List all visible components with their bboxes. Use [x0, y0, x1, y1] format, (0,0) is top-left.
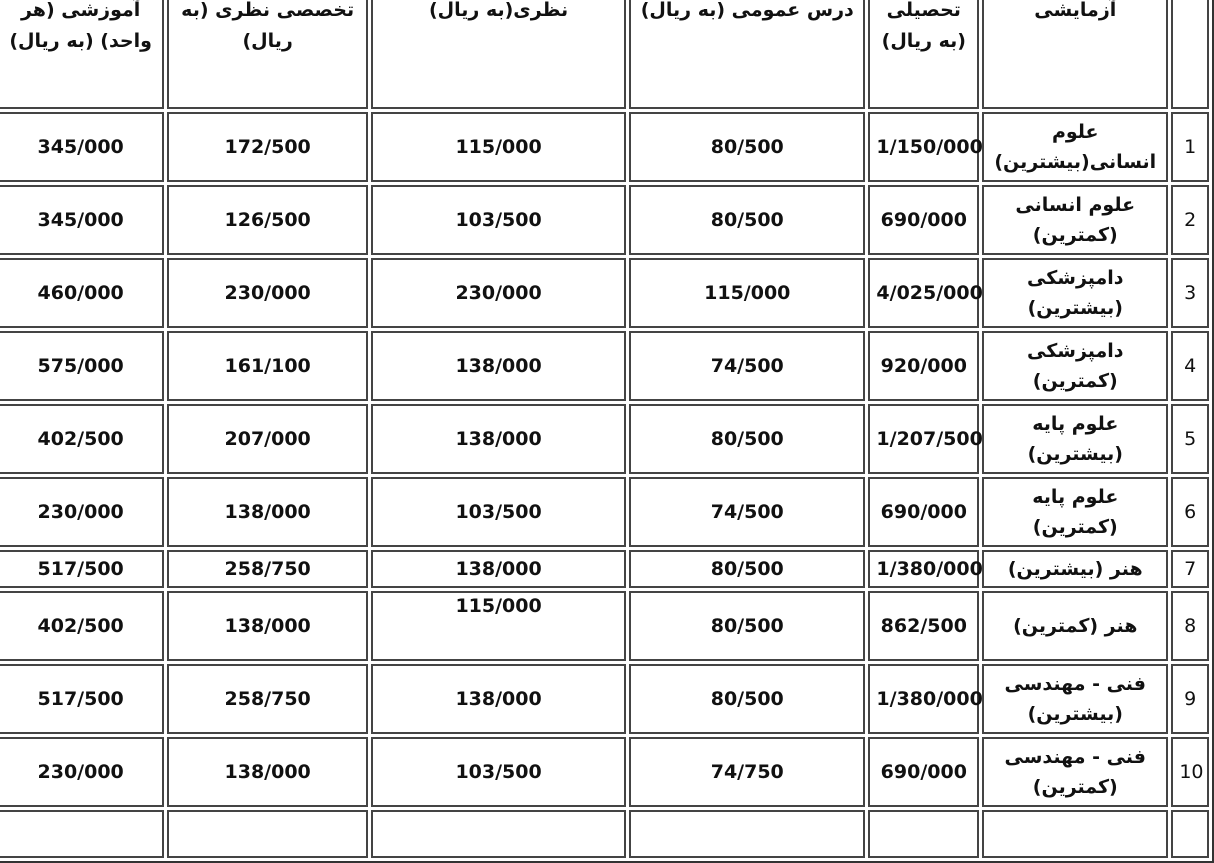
cell-general: 80/500: [629, 185, 865, 255]
cell-basic: 103/500: [371, 737, 626, 807]
table-row: [0, 591, 1209, 661]
cell-empty: [629, 810, 865, 858]
cell-group: هنر (بیشترین): [982, 550, 1168, 588]
cell-general: 80/500: [629, 404, 865, 474]
cell-group: علوم پایه (بیشترین): [982, 404, 1168, 474]
cell-basic: 138/000: [371, 664, 626, 734]
cell-group: علوم انسانی(بیشترین): [982, 112, 1168, 182]
cell-group: هنر (کمترین): [982, 591, 1168, 661]
header-test-group: آزمایشی: [982, 0, 1168, 109]
cell-basic: 115/000: [371, 112, 626, 182]
cell-index: 7: [1171, 550, 1209, 588]
cell-tuition: 862/500: [868, 591, 979, 661]
cell-tuition: 690/000: [868, 477, 979, 547]
cell-tuition: 920/000: [868, 331, 979, 401]
cell-empty: [371, 810, 626, 858]
cell-index: 1: [1171, 112, 1209, 182]
cell-general: 80/500: [629, 550, 865, 588]
cell-group: دامپزشکی (بیشترین): [982, 258, 1168, 328]
cell-index: 5: [1171, 404, 1209, 474]
cell-group: علوم پایه (کمترین): [982, 477, 1168, 547]
cell-basic: 103/500: [371, 185, 626, 255]
cell-specialized: 172/500: [167, 112, 368, 182]
cell-specialized: 230/000: [167, 258, 368, 328]
table-row: [0, 258, 1209, 328]
cell-specialized: 138/000: [167, 591, 368, 661]
cell-specialized: 258/750: [167, 664, 368, 734]
cell-tuition: 1/380/000: [868, 664, 979, 734]
cell-index: 2: [1171, 185, 1209, 255]
cell-group: دامپزشکی (کمترین): [982, 331, 1168, 401]
header-tuition: تحصیلی (به ریال): [868, 0, 979, 109]
cell-unit: 230/000: [0, 477, 164, 547]
cell-group: فنی - مهندسی (بیشترین): [982, 664, 1168, 734]
header-index: [1171, 0, 1209, 109]
cell-index: 10: [1171, 737, 1209, 807]
table-header-row: [0, 0, 1209, 109]
cell-unit: 402/500: [0, 591, 164, 661]
table-row-partial: [0, 810, 1209, 858]
cell-empty: [0, 810, 164, 858]
table-row: [0, 331, 1209, 401]
cell-tuition: 690/000: [868, 737, 979, 807]
cell-index: 3: [1171, 258, 1209, 328]
cell-unit: 345/000: [0, 112, 164, 182]
table-row: [0, 404, 1209, 474]
header-basic-theory: نظری(به ریال): [371, 0, 626, 109]
cell-general: 74/500: [629, 331, 865, 401]
cell-basic: 138/000: [371, 550, 626, 588]
cell-unit: 575/000: [0, 331, 164, 401]
cell-basic: 138/000: [371, 404, 626, 474]
table-row: [0, 550, 1209, 588]
table-row: [0, 664, 1209, 734]
cell-specialized: 126/500: [167, 185, 368, 255]
cell-general: 74/750: [629, 737, 865, 807]
table-row: [0, 185, 1209, 255]
table-row: [0, 737, 1209, 807]
cell-basic: 115/000: [371, 591, 626, 661]
cell-unit: 517/500: [0, 550, 164, 588]
cell-index: 6: [1171, 477, 1209, 547]
header-specialized: تخصصی نظری (به ریال): [167, 0, 368, 109]
cell-tuition: 690/000: [868, 185, 979, 255]
header-general: درس عمومی (به ریال): [629, 0, 865, 109]
cell-basic: 138/000: [371, 331, 626, 401]
cell-specialized: 258/750: [167, 550, 368, 588]
cell-unit: 345/000: [0, 185, 164, 255]
cell-unit: 517/500: [0, 664, 164, 734]
cell-basic: 103/500: [371, 477, 626, 547]
cell-general: 80/500: [629, 664, 865, 734]
cell-index: 4: [1171, 331, 1209, 401]
cell-unit: 230/000: [0, 737, 164, 807]
cell-unit: 402/500: [0, 404, 164, 474]
table-row: [0, 477, 1209, 547]
cell-empty: [1171, 810, 1209, 858]
cell-general: 80/500: [629, 591, 865, 661]
cell-general: 80/500: [629, 112, 865, 182]
cell-tuition: 4/025/000: [868, 258, 979, 328]
cell-empty: [167, 810, 368, 858]
table-row: [0, 112, 1209, 182]
cell-basic: 230/000: [371, 258, 626, 328]
cell-tuition: 1/207/500: [868, 404, 979, 474]
cell-empty: [982, 810, 1168, 858]
cell-group: فنی - مهندسی (کمترین): [982, 737, 1168, 807]
cell-specialized: 161/100: [167, 331, 368, 401]
cell-empty: [868, 810, 979, 858]
cell-specialized: 207/000: [167, 404, 368, 474]
header-edu-per-unit: آموزشی (هر واحد) (به ریال): [0, 0, 164, 109]
cell-tuition: 1/380/000: [868, 550, 979, 588]
cell-index: 8: [1171, 591, 1209, 661]
cell-specialized: 138/000: [167, 737, 368, 807]
cell-index: 9: [1171, 664, 1209, 734]
cell-general: 74/500: [629, 477, 865, 547]
cell-group: علوم انسانی (کمترین): [982, 185, 1168, 255]
cell-unit: 460/000: [0, 258, 164, 328]
cell-specialized: 138/000: [167, 477, 368, 547]
cell-tuition: 1/150/000: [868, 112, 979, 182]
cell-general: 115/000: [629, 258, 865, 328]
